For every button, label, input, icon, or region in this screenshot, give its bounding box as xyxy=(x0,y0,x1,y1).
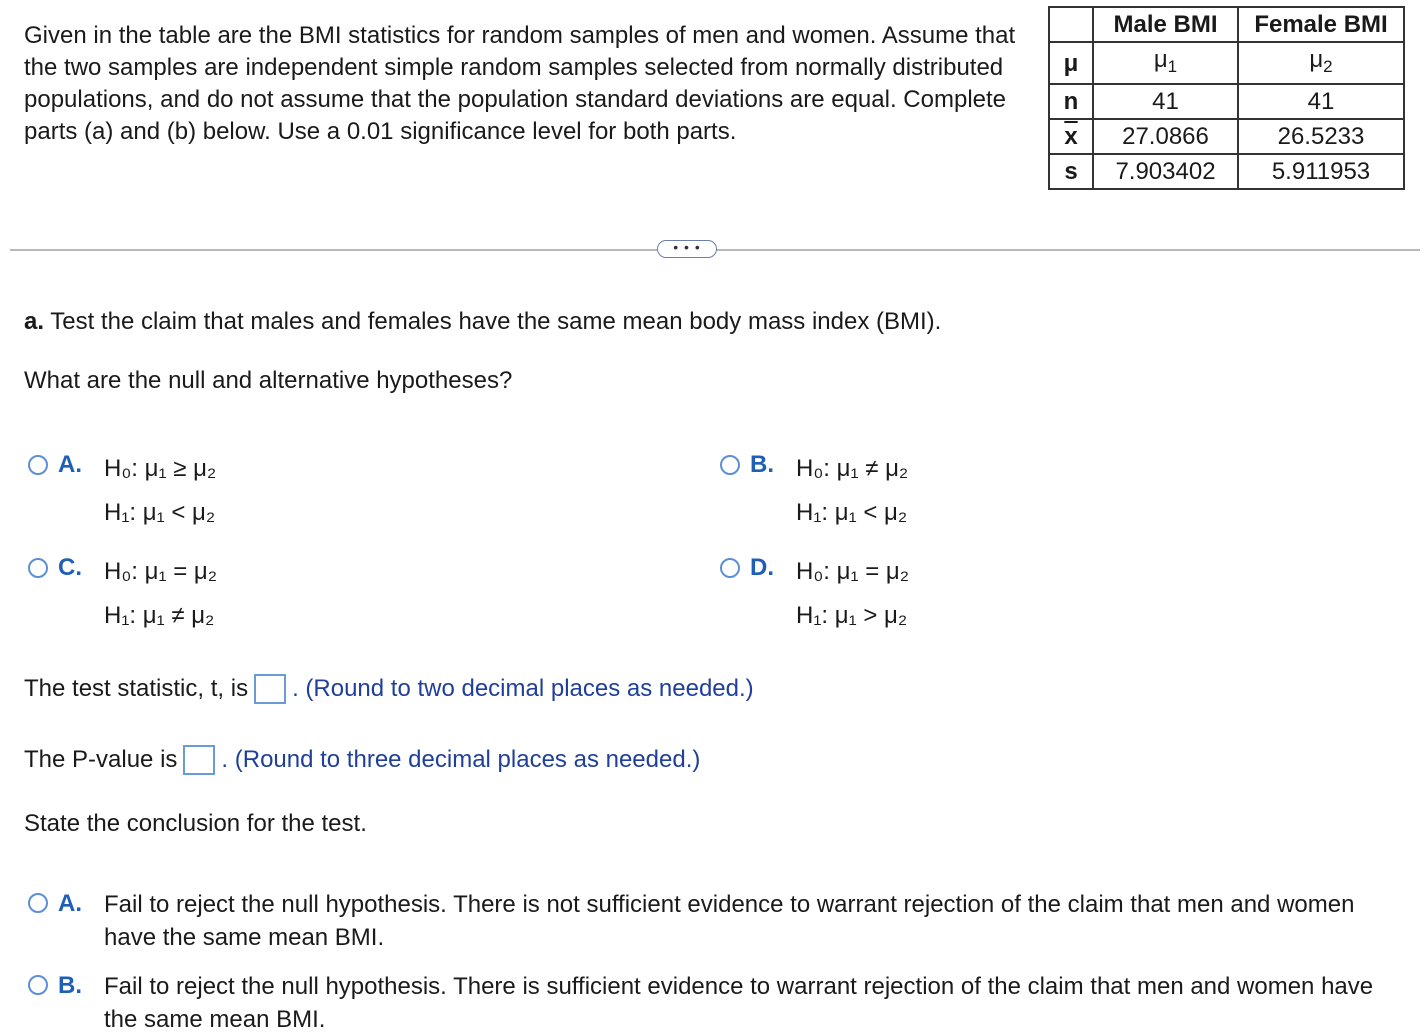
conclusion-option-a[interactable] xyxy=(28,888,1398,954)
part-a-question xyxy=(24,308,941,336)
radio-button[interactable] xyxy=(720,455,740,475)
table-row xyxy=(1049,119,1404,154)
cell-female-xbar: 26.5233 xyxy=(1238,119,1404,154)
hypothesis-option-a[interactable] xyxy=(28,447,216,535)
part-a-label: a. xyxy=(24,308,45,335)
option-letter: D. xyxy=(750,554,774,581)
test-statistic-label: The test statistic, t, is xyxy=(24,675,249,702)
table-header-female: Female BMI xyxy=(1238,7,1404,42)
row-label-s: s xyxy=(1049,154,1093,189)
cell-female-n: 41 xyxy=(1238,84,1404,119)
option-h1: H₁: μ₁ < μ₂ xyxy=(104,499,216,526)
hypothesis-option-c[interactable] xyxy=(28,550,217,638)
bmi-stats-table xyxy=(1048,6,1405,190)
test-statistic-hint: . (Round to two decimal places as needed.) xyxy=(292,675,754,702)
option-letter: A. xyxy=(58,890,82,917)
conclusion-option-b[interactable] xyxy=(28,970,1398,1036)
conclusion-prompt: State the conclusion for the test. xyxy=(24,810,367,837)
option-text: Fail to reject the null hypothesis. There is sufficient evidence to warrant rejection of the claim that men and women have the same mean BMI. xyxy=(104,973,1374,1033)
p-value-line xyxy=(24,745,700,775)
hypothesis-option-d[interactable] xyxy=(720,550,909,638)
row-label-xbar: $\overline{x}$ xyxy=(1049,119,1093,154)
row-label-n: n xyxy=(1049,84,1093,119)
table-header-corner xyxy=(1049,7,1093,42)
cell-female-mu: $\mu_2$ xyxy=(1238,42,1404,84)
test-statistic-input[interactable] xyxy=(254,674,286,704)
option-letter: B. xyxy=(58,972,82,999)
hypotheses-question: What are the null and alternative hypotheses? xyxy=(24,367,513,394)
table-header-male: Male BMI xyxy=(1093,7,1238,42)
option-letter: B. xyxy=(750,451,774,478)
radio-button[interactable] xyxy=(28,455,48,475)
row-label-mu: μ xyxy=(1049,42,1093,84)
table-header-row xyxy=(1049,7,1404,42)
option-h1: H₁: μ₁ < μ₂ xyxy=(796,499,908,526)
cell-male-xbar: 27.0866 xyxy=(1093,119,1238,154)
radio-button[interactable] xyxy=(28,975,48,995)
radio-button[interactable] xyxy=(28,893,48,913)
option-h0: H₀: μ₁ = μ₂ xyxy=(796,558,910,585)
option-letter: A. xyxy=(58,451,82,478)
p-value-input[interactable] xyxy=(183,745,215,775)
option-h0: H₀: μ₁ = μ₂ xyxy=(104,558,218,585)
test-statistic-line xyxy=(24,674,754,704)
p-value-hint: . (Round to three decimal places as needed.) xyxy=(221,746,701,773)
cell-male-s: 7.903402 xyxy=(1093,154,1238,189)
table-row xyxy=(1049,84,1404,119)
cell-male-n: 41 xyxy=(1093,84,1238,119)
table-row xyxy=(1049,154,1404,189)
option-h0: H₀: μ₁ ≠ μ₂ xyxy=(796,455,909,482)
option-h0: H₀: μ₁ ≥ μ₂ xyxy=(104,455,217,482)
expand-more-button[interactable]: • • • xyxy=(657,240,717,258)
radio-button[interactable] xyxy=(720,558,740,578)
problem-intro: Given in the table are the BMI statistics for random samples of men and women. Assume that the two samples are independent simple random samples selected from normally distributed populations, and do not assume that the population standard deviations are equal. Complete parts (a) and (b) below. Use a 0.01 significance level for both parts. xyxy=(24,22,1016,145)
part-a-text: Test the claim that males and females have the same mean body mass index (BMI). xyxy=(50,308,942,335)
option-h1: H₁: μ₁ > μ₂ xyxy=(796,602,908,629)
cell-male-mu: $\mu_1$ xyxy=(1093,42,1238,84)
option-letter: C. xyxy=(58,554,82,581)
table-row xyxy=(1049,42,1404,84)
cell-female-s: 5.911953 xyxy=(1238,154,1404,189)
option-h1: H₁: μ₁ ≠ μ₂ xyxy=(104,602,215,629)
radio-button[interactable] xyxy=(28,558,48,578)
hypothesis-option-b[interactable] xyxy=(720,447,908,535)
p-value-label: The P-value is xyxy=(24,746,178,773)
option-text: Fail to reject the null hypothesis. There is not sufficient evidence to warrant rejection of the claim that men and women have the same mean BMI. xyxy=(104,891,1355,951)
